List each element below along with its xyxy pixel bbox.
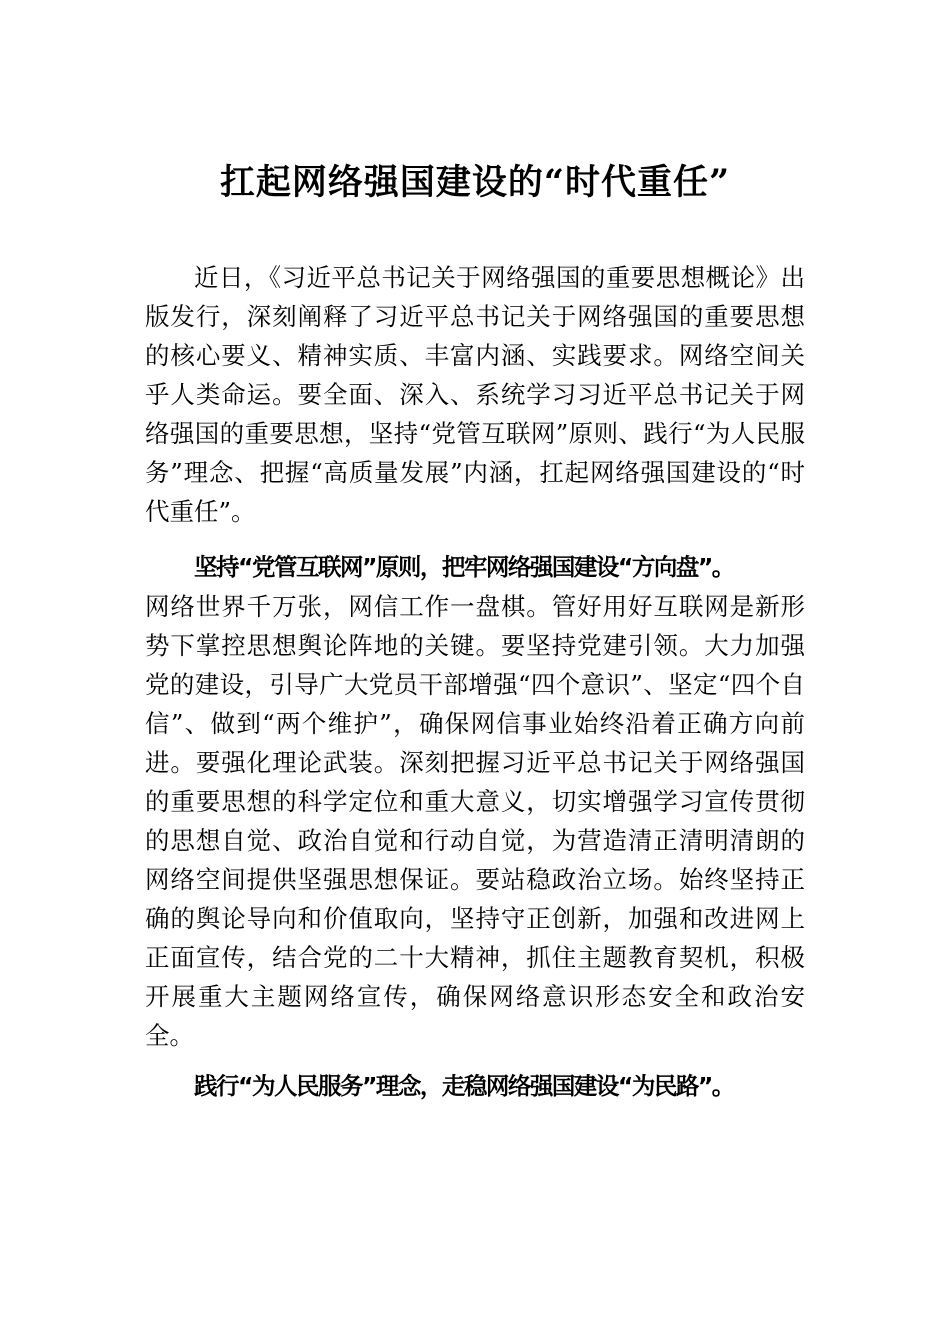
section-heading-1: 坚持“党管互联网”原则，把牢网络强国建设“方向盘”。 <box>194 553 734 581</box>
paragraph-intro: 近日，《习近平总书记关于网络强国的重要思想概论》出版发行，深刻阐释了习近平总书记关于网络强国的重要思想的核心要义、精神实质、丰富内涵、实践要求。网络空间关乎人类命运。要全面、深入、系统学习习近平总书记关于网络强国的重要思想，坚持“党管互联网”原则、践行“为人民服务”理念、把握“高质量发展”内涵，扛起网络强国建设的“时代重任”。 <box>145 263 805 526</box>
section-heading-2: 践行“为人民服务”理念，走稳网络强国建设“为民路”。 <box>194 1072 734 1100</box>
document-title: 扛起网络强国建设的“时代重任” <box>219 162 731 203</box>
paragraph-section-1: 网络世界千万张，网信工作一盘棋。管好用好互联网是新形势下掌控思想舆论阵地的关键。要坚持党建引领。大力加强党的建设，引导广大党员干部增强“四个意识”、坚定“四个自信”、做到“两个维护”，确保网信事业始终沿着正确方向前进。要强化理论武装。深刻把握习近平总书记关于网络强国的重要思想的科学定位和重大意义，切实增强学习宣传贯彻的思想自觉、政治自觉和行动自觉，为营造清正清明清朗的网络空间提供坚强思想保证。要站稳政治立场。始终坚持正确的舆论导向和价值取向，坚持守正创新，加强和改进网上正面宣传，结合党的二十大精神，抓住主题教育契机，积极开展重大主题网络宣传，确保网络意识形态安全和政治安全。 <box>145 592 805 1050</box>
